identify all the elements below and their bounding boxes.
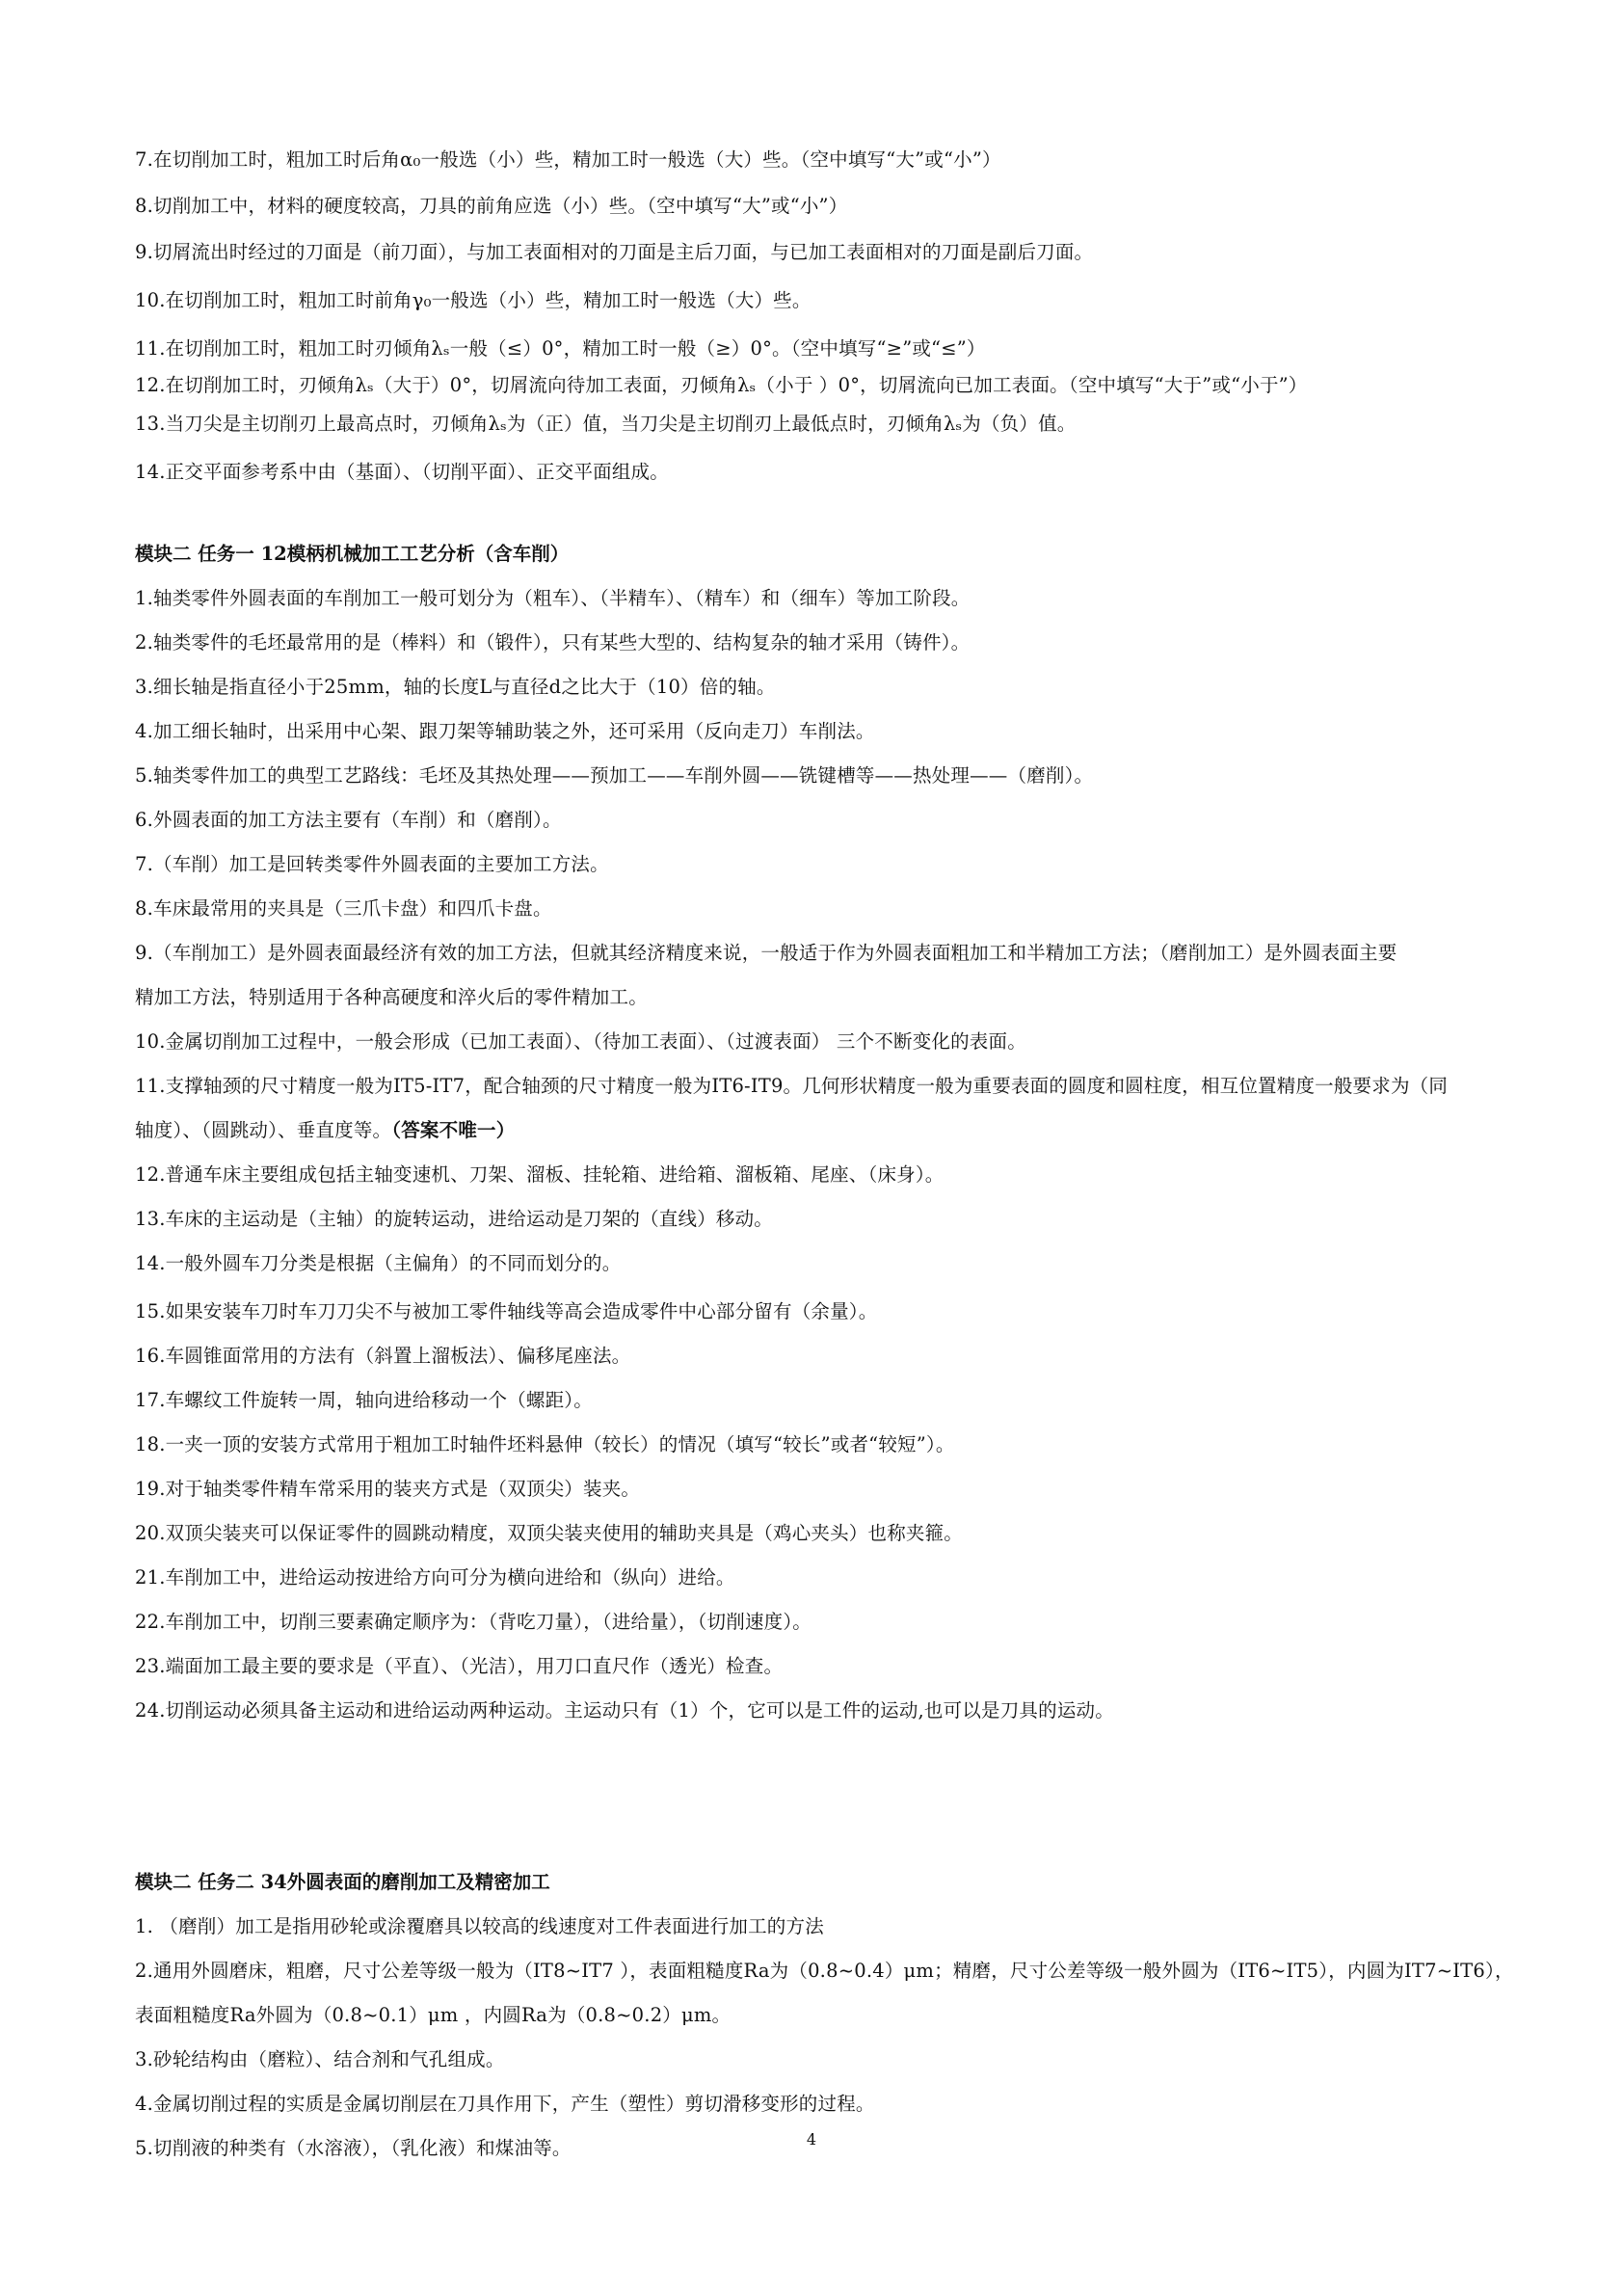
item-text: 轴度）、（圆跳动）、垂直度等。	[135, 1119, 392, 1141]
item-line: 14.正交平面参考系中由（基面）、（切削平面）、正交平面组成。	[135, 461, 669, 483]
item-line: 15.如果安装车刀时车刀刀尖不与被加工零件轴线等高会造成零件中心部分留有（余量）。	[135, 1300, 878, 1322]
item-line: 19.对于轴类零件精车常采用的装夹方式是（双顶尖）装夹。	[135, 1478, 641, 1500]
item-line: 3.砂轮结构由（磨粒）、结合剂和气孔组成。	[135, 2048, 505, 2070]
section-turning	[135, 532, 1494, 1733]
item-line: 21.车削加工中，进给运动按进给方向可分为横向进给和（纵向）进给。	[135, 1566, 735, 1589]
item-line: 精加工方法，特别适用于各种高硬度和淬火后的零件精加工。	[135, 986, 648, 1008]
item-line-with-note	[135, 1108, 1494, 1153]
item-line: 16.车圆锥面常用的方法有（斜置上溜板法）、偏移尾座法。	[135, 1345, 631, 1367]
item-line: 10.金属切削加工过程中，一般会形成（已加工表面）、（待加工表面）、（过渡表面） 三个不断变化的表面。	[135, 1030, 1026, 1053]
item-line: 13.车床的主运动是（主轴）的旋转运动，进给运动是刀架的（直线）移动。	[135, 1208, 774, 1230]
item-line: 2.轴类零件的毛坯最常用的是（棒料）和（锻件），只有某些大型的、结构复杂的轴才采用（铸件）。	[135, 631, 971, 654]
section-heading: 模块二 任务一 12模柄机械加工工艺分析（含车削）	[135, 543, 570, 565]
item-line: 1. （磨削）加工是指用砂轮或涂覆磨具以较高的线速度对工件表面进行加工的方法	[135, 1915, 824, 1937]
item-line: 8.车床最常用的夹具是（三爪卡盘）和四爪卡盘。	[135, 897, 552, 920]
section-tool-angles	[135, 138, 1494, 494]
item-line: 9.切屑流出时经过的刀面是（前刀面），与加工表面相对的刀面是主后刀面，与已加工表面相对的刀面是副后刀面。	[135, 241, 1094, 263]
item-line: 14.一般外圆车刀分类是根据（主偏角）的不同而划分的。	[135, 1252, 622, 1274]
item-line: 17.车螺纹工件旋转一周，轴向进给移动一个（螺距）。	[135, 1389, 593, 1411]
item-line: 4.金属切削过程的实质是金属切削层在刀具作用下，产生（塑性）剪切滑移变形的过程。	[135, 2093, 875, 2115]
item-line: 12.普通车床主要组成包括主轴变速机、刀架、溜板、挂轮箱、进给箱、溜板箱、尾座、（床身）。	[135, 1163, 945, 1186]
item-line: 2.通用外圆磨床，粗磨，尺寸公差等级一般为（IT8~IT7 ），表面粗糙度Ra为（0.8~0.4）μm；精磨，尺寸公差等级一般外圆为（IT6~IT5），内圆为IT7~IT6），	[135, 1960, 1514, 1982]
item-line: 8.切削加工中，材料的硬度较高，刀具的前角应选（小）些。（空中填写“大”或“小”）	[135, 195, 848, 217]
item-line: 9.（车削加工）是外圆表面最经济有效的加工方法，但就其经济精度来说，一般适于作为外圆表面粗加工和半精加工方法；（磨削加工）是外圆表面主要	[135, 942, 1397, 964]
item-line: 5.切削液的种类有（水溶液），（乳化液）和煤油等。	[135, 2137, 572, 2159]
item-line: 23.端面加工最主要的要求是（平直）、（光洁），用刀口直尺作（透光）检查。	[135, 1655, 784, 1677]
item-line: 24.切削运动必须具备主运动和进给运动两种运动。主运动只有（1）个，它可以是工件的运动,也可以是刀具的运动。	[135, 1699, 1114, 1722]
item-line: 4.加工细长轴时，出采用中心架、跟刀架等辅助装之外，还可采用（反向走刀）车削法。	[135, 720, 875, 742]
item-line: 12.在切削加工时，刃倾角λₛ（大于）0°，切屑流向待加工表面，刃倾角λₛ（小于 ）0°，切屑流向已加工表面。（空中填写“大于”或“小于”）	[135, 374, 1308, 396]
item-line: 18.一夹一顶的安装方式常用于粗加工时轴件坯料悬伸（较长）的情况（填写“较长”或者“较短”）。	[135, 1433, 955, 1455]
item-line: 表面粗糙度Ra外圆为（0.8~0.1）μm ，内圆Ra为（0.8~0.2）μm。	[135, 2004, 732, 2026]
item-line: 6.外圆表面的加工方法主要有（车削）和（磨削）。	[135, 809, 562, 831]
item-line: 1.轴类零件外圆表面的车削加工一般可划分为（粗车）、（半精车）、（精车）和（细车）等加工阶段。	[135, 587, 971, 609]
item-line: 13.当刀尖是主切削刃上最高点时，刃倾角λₛ为（正）值，当刀尖是主切削刃上最低点时，刃倾角λₛ为（负）值。	[135, 413, 1077, 435]
item-line: 7.在切削加工时，粗加工时后角α₀一般选（小）些，精加工时一般选（大）些。（空中填写“大”或“小”）	[135, 148, 1001, 171]
item-line: 3.细长轴是指直径小于25mm，轴的长度L与直径d之比大于（10）倍的轴。	[135, 676, 776, 698]
section-grinding	[135, 1860, 1514, 2171]
item-line: 11.支撑轴颈的尺寸精度一般为IT5-IT7，配合轴颈的尺寸精度一般为IT6-IT9。几何形状精度一般为重要表面的圆度和圆柱度，相互位置精度一般要求为（同	[135, 1075, 1449, 1097]
item-line: 11.在切削加工时，粗加工时刃倾角λₛ一般（≤）0°，精加工时一般（≥）0°。（空中填写“≥”或“≤”）	[135, 337, 986, 360]
item-line: 7.（车削）加工是回转类零件外圆表面的主要加工方法。	[135, 853, 609, 875]
item-line: 20.双顶尖装夹可以保证零件的圆跳动精度，双顶尖装夹使用的辅助夹具是（鸡心夹头）也称夹箍。	[135, 1522, 964, 1544]
item-line: 22.车削加工中，切削三要素确定顺序为：（背吃刀量），（进给量），（切削速度）。	[135, 1611, 812, 1633]
item-line: 5.轴类零件加工的典型工艺路线：毛坯及其热处理——预加工——车削外圆——铣键槽等——热处理——（磨削）。	[135, 764, 1094, 787]
answer-note: （答案不唯一）	[391, 1119, 516, 1141]
page-number: 4	[806, 2130, 817, 2149]
section-heading: 模块二 任务二 34外圆表面的磨削加工及精密加工	[135, 1871, 550, 1893]
item-line: 10.在切削加工时，粗加工时前角γ₀一般选（小）些，精加工时一般选（大）些。	[135, 289, 812, 311]
